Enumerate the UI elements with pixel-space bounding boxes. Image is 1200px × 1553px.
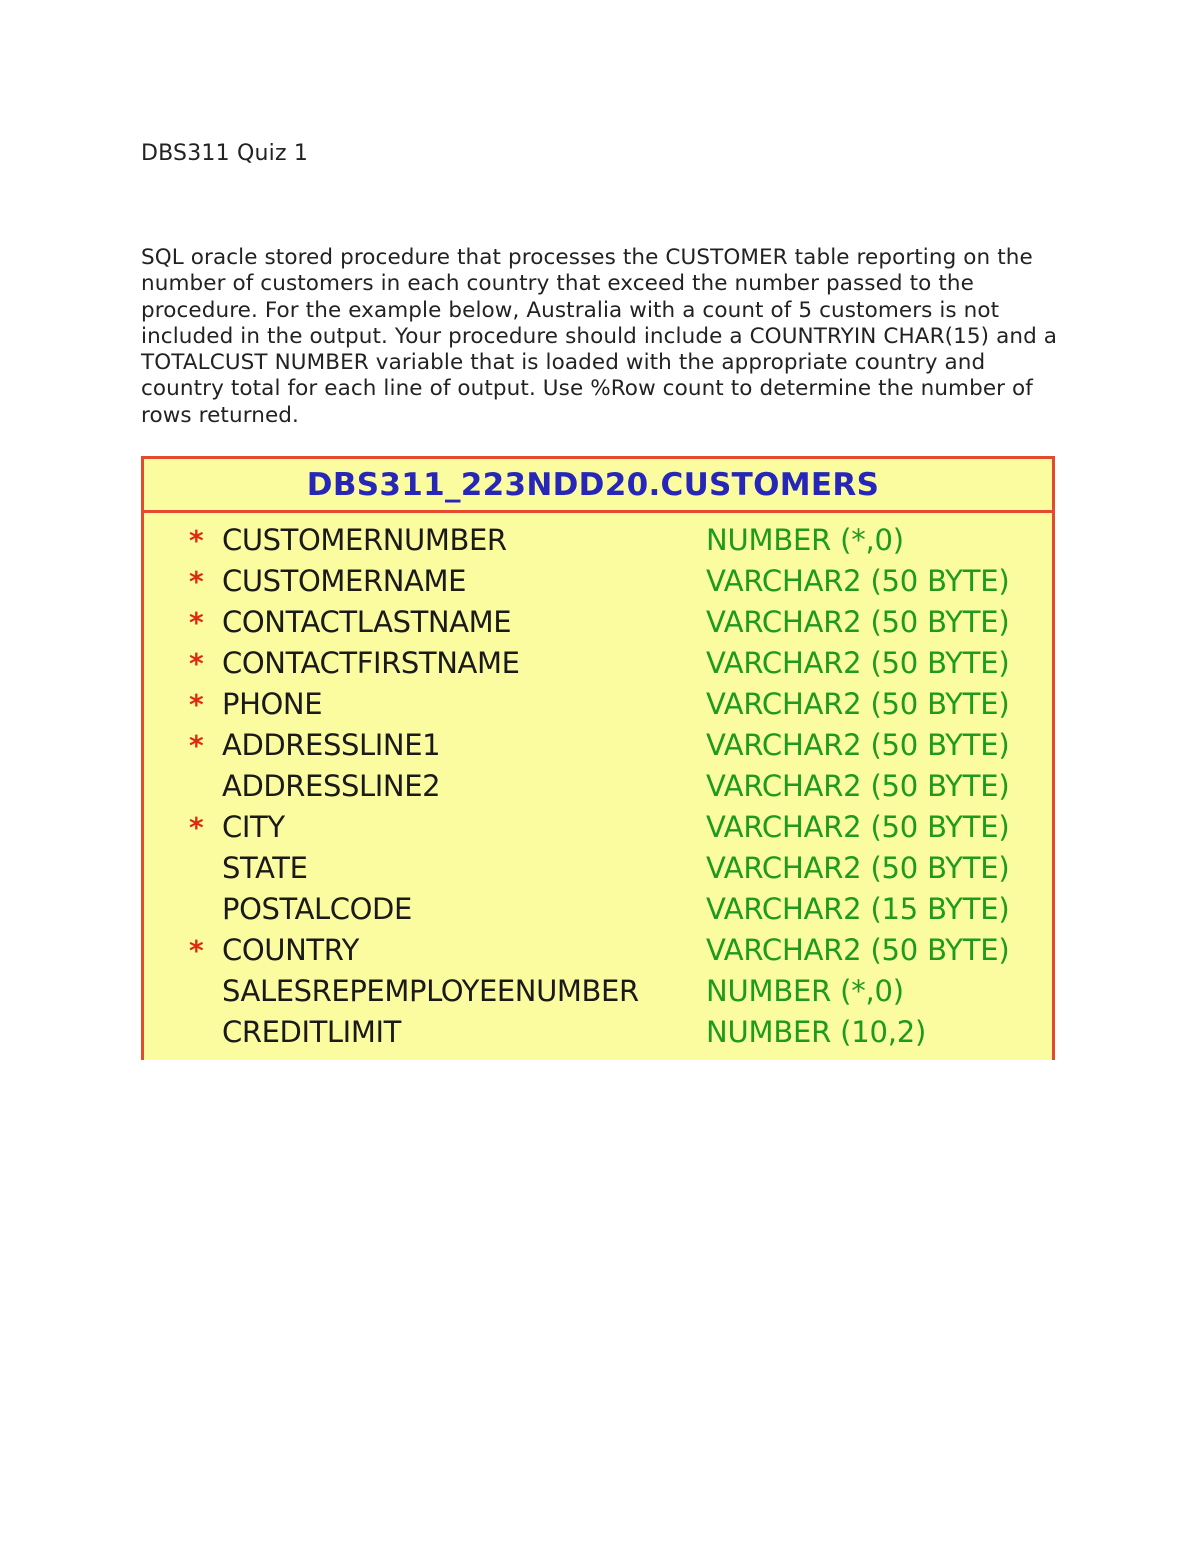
column-name: STATE bbox=[222, 851, 308, 885]
column-name: CITY bbox=[222, 810, 285, 844]
required-marker: * bbox=[189, 729, 204, 762]
column-row bbox=[144, 766, 1052, 807]
required-marker: * bbox=[189, 688, 204, 721]
column-name: PHONE bbox=[222, 687, 323, 721]
column-type: VARCHAR2 (15 BYTE) bbox=[706, 892, 1010, 926]
column-row bbox=[144, 643, 1052, 684]
column-list bbox=[144, 520, 1052, 1053]
column-type: NUMBER (10,2) bbox=[706, 1015, 927, 1049]
column-type: VARCHAR2 (50 BYTE) bbox=[706, 687, 1010, 721]
required-marker: * bbox=[189, 565, 204, 598]
column-name: ADDRESSLINE1 bbox=[222, 728, 441, 762]
column-type: VARCHAR2 (50 BYTE) bbox=[706, 810, 1010, 844]
required-marker: * bbox=[189, 606, 204, 639]
column-row bbox=[144, 602, 1052, 643]
column-name: CUSTOMERNUMBER bbox=[222, 523, 507, 557]
column-name: CUSTOMERNAME bbox=[222, 564, 466, 598]
column-name: SALESREPEMPLOYEENUMBER bbox=[222, 974, 639, 1008]
column-row bbox=[144, 848, 1052, 889]
required-marker: * bbox=[189, 647, 204, 680]
column-type: VARCHAR2 (50 BYTE) bbox=[706, 564, 1010, 598]
required-marker: * bbox=[189, 524, 204, 557]
column-row bbox=[144, 520, 1052, 561]
column-type: VARCHAR2 (50 BYTE) bbox=[706, 851, 1010, 885]
column-name: COUNTRY bbox=[222, 933, 359, 967]
column-row bbox=[144, 889, 1052, 930]
required-marker: * bbox=[189, 811, 204, 844]
column-name: POSTALCODE bbox=[222, 892, 412, 926]
column-type: NUMBER (*,0) bbox=[706, 523, 904, 557]
required-marker: * bbox=[189, 934, 204, 967]
column-row bbox=[144, 971, 1052, 1012]
column-name: CONTACTFIRSTNAME bbox=[222, 646, 520, 680]
column-row bbox=[144, 1012, 1052, 1053]
column-name: ADDRESSLINE2 bbox=[222, 769, 441, 803]
column-type: VARCHAR2 (50 BYTE) bbox=[706, 646, 1010, 680]
table-header bbox=[144, 459, 1052, 513]
table-diagram bbox=[141, 456, 1055, 1060]
document-title: DBS311 Quiz 1 bbox=[141, 141, 309, 166]
column-type: VARCHAR2 (50 BYTE) bbox=[706, 933, 1010, 967]
document-body: SQL oracle stored procedure that processes the CUSTOMER table reporting on the number of customers in each country that exceed the number passed to the procedure. For the example below, Australia with a count of 5 customers is not included in the output. Your procedure should include a COUNTRYIN CHAR(15) and a TOTALCUST NUMBER variable that is loaded with the appropriate country and country total for each line of output. Use %Row count to determine the number of rows returned. bbox=[141, 245, 1058, 428]
column-type: VARCHAR2 (50 BYTE) bbox=[706, 769, 1010, 803]
column-row bbox=[144, 930, 1052, 971]
table-name: DBS311_223NDD20.CUSTOMERS bbox=[306, 466, 880, 503]
column-row bbox=[144, 561, 1052, 602]
column-row bbox=[144, 807, 1052, 848]
column-name: CONTACTLASTNAME bbox=[222, 605, 512, 639]
column-row bbox=[144, 684, 1052, 725]
column-row bbox=[144, 725, 1052, 766]
column-name: CREDITLIMIT bbox=[222, 1015, 401, 1049]
column-type: VARCHAR2 (50 BYTE) bbox=[706, 728, 1010, 762]
column-type: VARCHAR2 (50 BYTE) bbox=[706, 605, 1010, 639]
column-type: NUMBER (*,0) bbox=[706, 974, 904, 1008]
